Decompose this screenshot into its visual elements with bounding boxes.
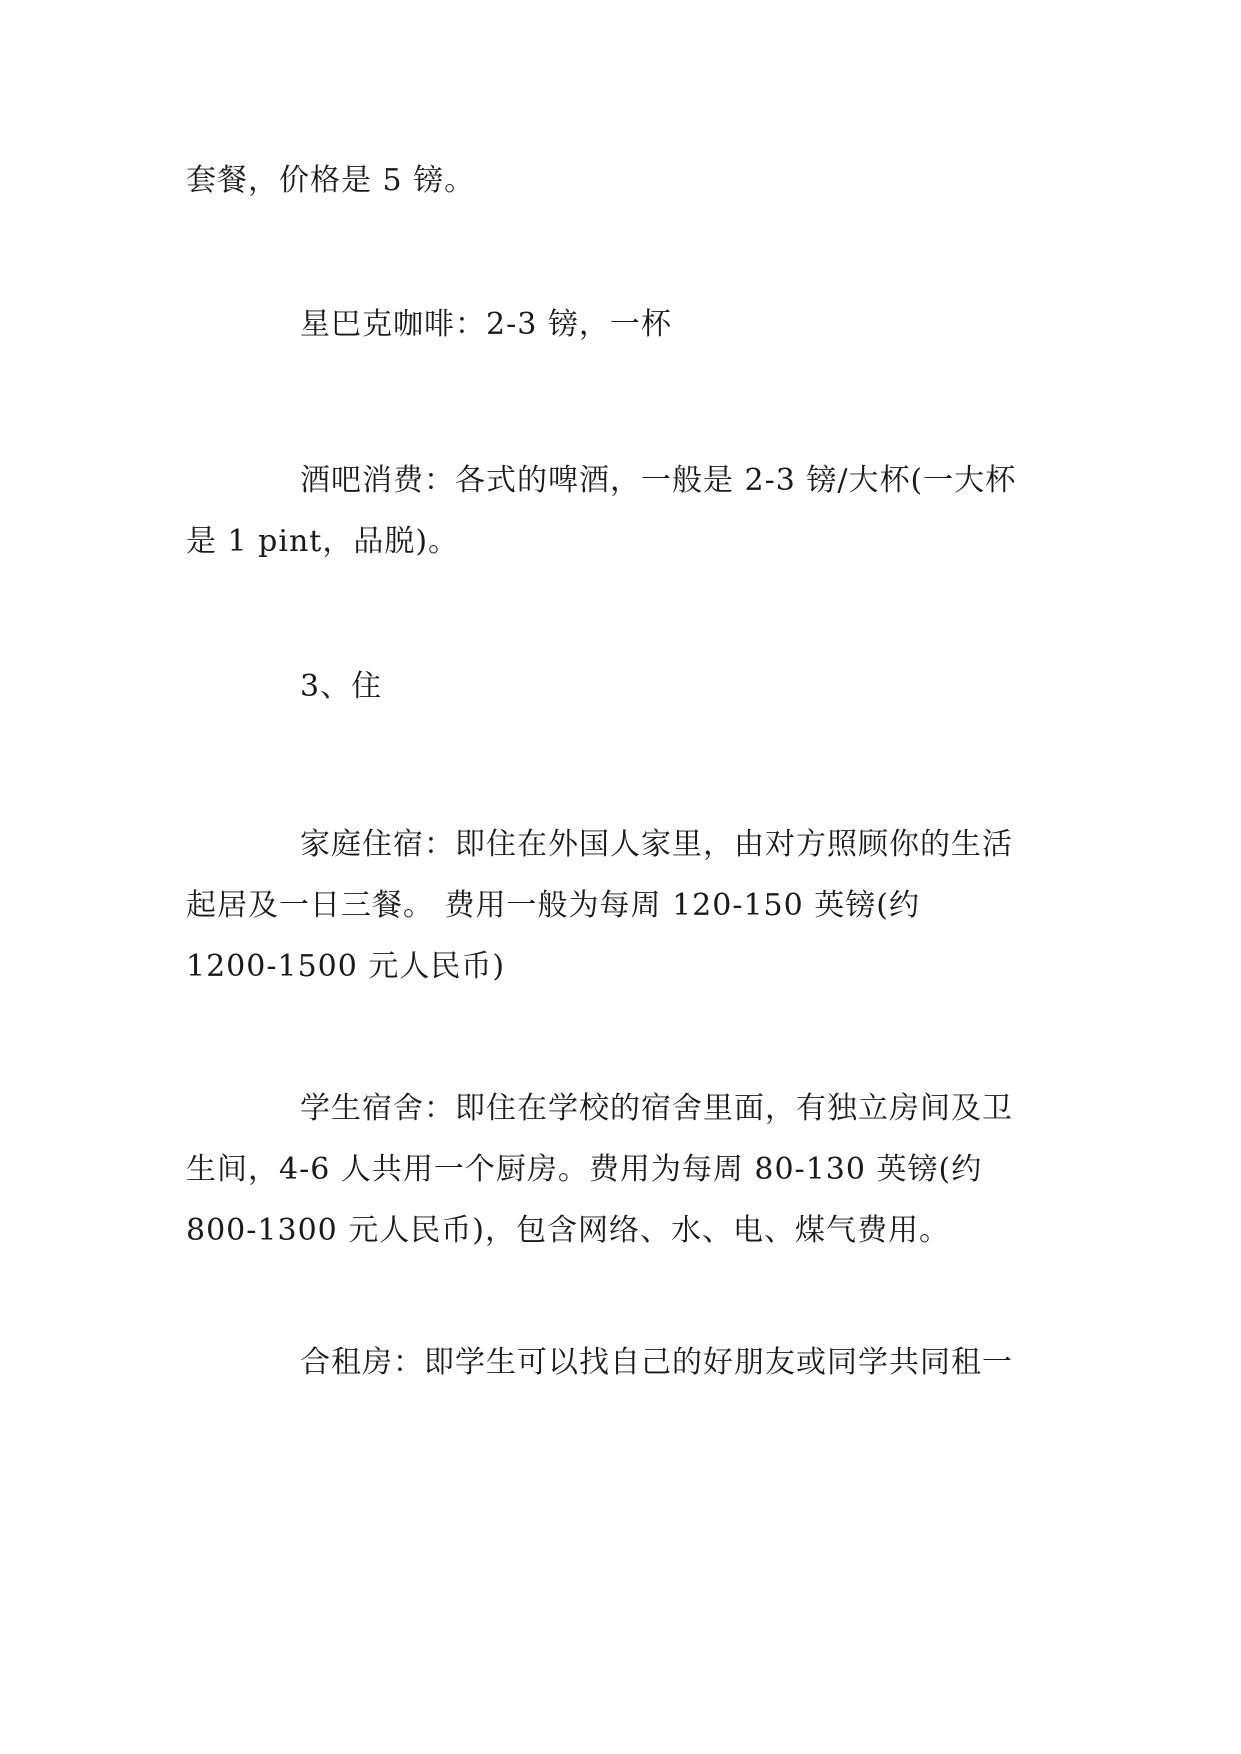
paragraph-starbucks-coffee bbox=[186, 294, 1056, 355]
paragraph-shared-rental bbox=[186, 1332, 1056, 1393]
text-line: 星巴克咖啡：2-3 镑，一杯 bbox=[300, 307, 672, 342]
paragraph-student-dormitory bbox=[186, 1078, 1056, 1261]
text-line: 生间，4-6 人共用一个厨房。费用为每周 80-130 英镑(约 bbox=[186, 1152, 983, 1187]
text-line: 800-1300 元人民币)，包含网络、水、电、煤气费用。 bbox=[186, 1213, 950, 1248]
text-line: 家庭住宿：即住在外国人家里，由对方照顾你的生活 bbox=[300, 827, 1013, 862]
paragraph-homestay bbox=[186, 814, 1056, 997]
text-line: 学生宿舍：即住在学校的宿舍里面，有独立房间及卫 bbox=[300, 1091, 1013, 1126]
text-line: 3、住 bbox=[300, 669, 383, 704]
text-line: 1200-1500 元人民币) bbox=[186, 949, 506, 984]
text-line: 合租房：即学生可以找自己的好朋友或同学共同租一 bbox=[300, 1345, 1013, 1380]
text-line: 起居及一日三餐。 费用一般为每周 120-150 英镑(约 bbox=[186, 888, 920, 923]
text-line: 套餐，价格是 5 镑。 bbox=[186, 163, 476, 198]
paragraph-set-meal-price bbox=[186, 150, 1056, 211]
paragraph-bar-spending bbox=[186, 450, 1056, 572]
section-heading-housing bbox=[186, 656, 1056, 717]
text-line: 是 1 pint，品脱)。 bbox=[186, 524, 460, 559]
text-line: 酒吧消费：各式的啤酒，一般是 2-3 镑/大杯(一大杯 bbox=[300, 463, 1017, 498]
